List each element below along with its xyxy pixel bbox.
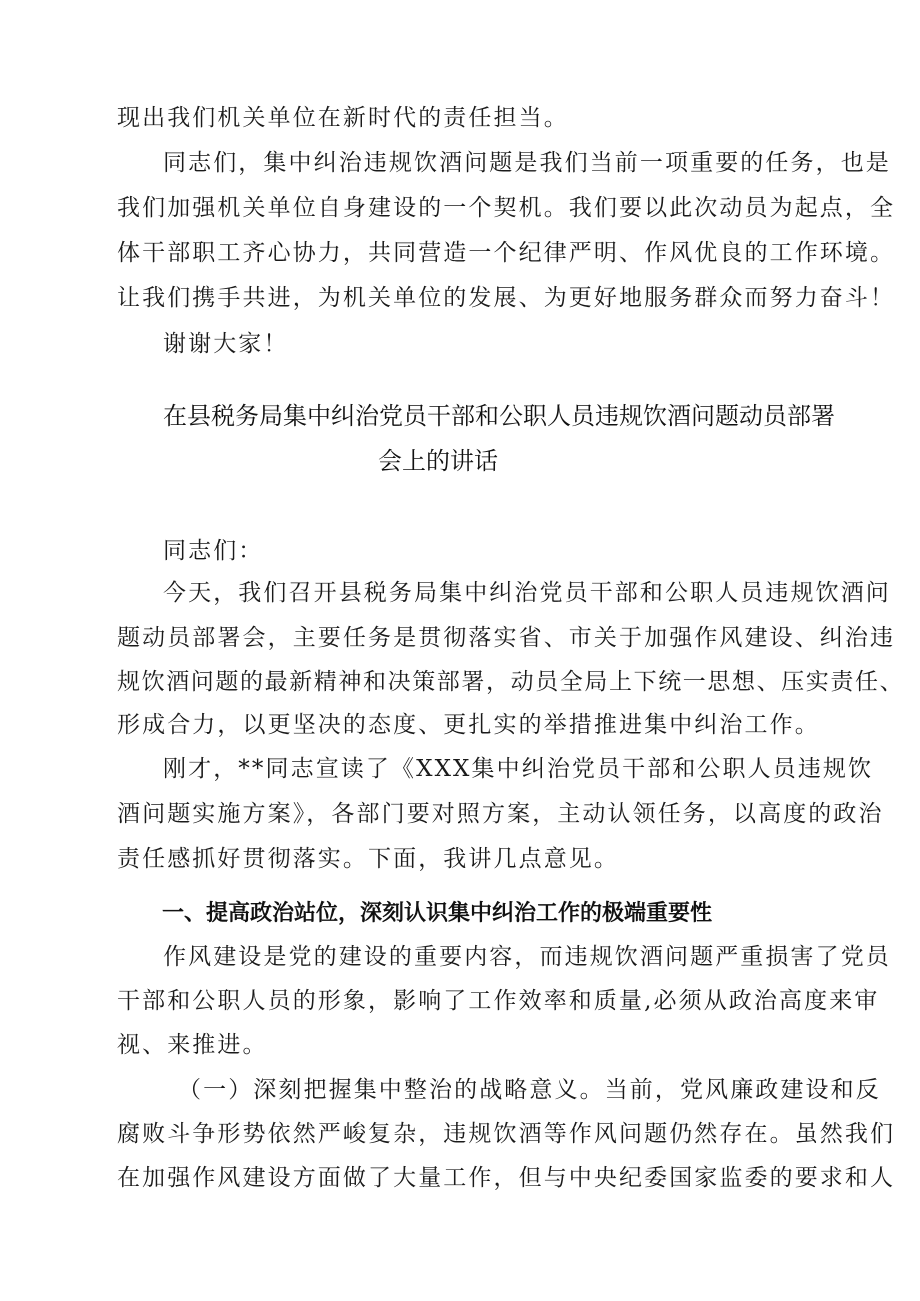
- text-line: 腐败斗争形势依然严峻复杂，违规饮酒等作风问题仍然存在。虽然我们: [117, 1121, 896, 1147]
- speech-title-line2: 会上的讲话: [378, 447, 498, 475]
- text-line: 酒问题实施方案》，各部门要对照方案，主动认领任务，以高度的政治: [117, 801, 884, 827]
- text-line: 作风建设是党的建设的重要内容，而违规饮酒问题严重损害了党员: [163, 944, 891, 970]
- text-line: 我们加强机关单位自身建设的一个契机。我们要以此次动员为起点，全: [117, 195, 896, 221]
- text-line: 责任感抓好贯彻落实。下面，我讲几点意见。: [117, 846, 619, 872]
- speech-title-line1: 在县税务局集中纠治党员干部和公职人员违规饮酒问题动员部署: [163, 402, 835, 430]
- text-line: 视、来推进。: [117, 1032, 268, 1058]
- text-line: 现出我们机关单位在新时代的责任担当。: [117, 105, 569, 131]
- text-line: 在加强作风建设方面做了大量工作，但与中央纪委国家监委的要求和人: [117, 1165, 896, 1191]
- text-line: （一）深刻把握集中整治的战略意义。当前，党风廉政建设和反: [178, 1077, 881, 1103]
- text-line: 让我们携手共进，为机关单位的发展、为更好地服务群众而努力奋斗！: [117, 285, 896, 311]
- text-line: 今天，我们召开县税务局集中纠治党员干部和公职人员违规饮酒问: [163, 580, 891, 606]
- section-heading: 一、提高政治站位，深刻认识集中纠治工作的极端重要性: [162, 901, 713, 926]
- text-line: 题动员部署会，主要任务是贯彻落实省、市关于加强作风建设、纠治违: [117, 625, 896, 651]
- text-line: 规饮酒问题的最新精神和决策部署，动员全局上下统一思想、压实责任、: [117, 669, 905, 695]
- text-line: 形成合力，以更坚决的态度、更扎实的举措推进集中纠治工作。: [117, 712, 820, 738]
- text-line: 干部和公职人员的形象，影响了工作效率和质量,必须从政治高度来审: [117, 988, 880, 1014]
- text-line: 体干部职工齐心协力，共同营造一个纪律严明、作风优良的工作环境。: [117, 240, 896, 266]
- text-line: 同志们，集中纠治违规饮酒问题是我们当前一项重要的任务，也是: [163, 150, 891, 176]
- text-line: 刚才，**同志宣读了《XXX集中纠治党员干部和公职人员违规饮: [163, 756, 874, 782]
- closing-thanks: 谢谢大家！: [163, 331, 289, 357]
- salutation: 同志们：: [163, 538, 264, 564]
